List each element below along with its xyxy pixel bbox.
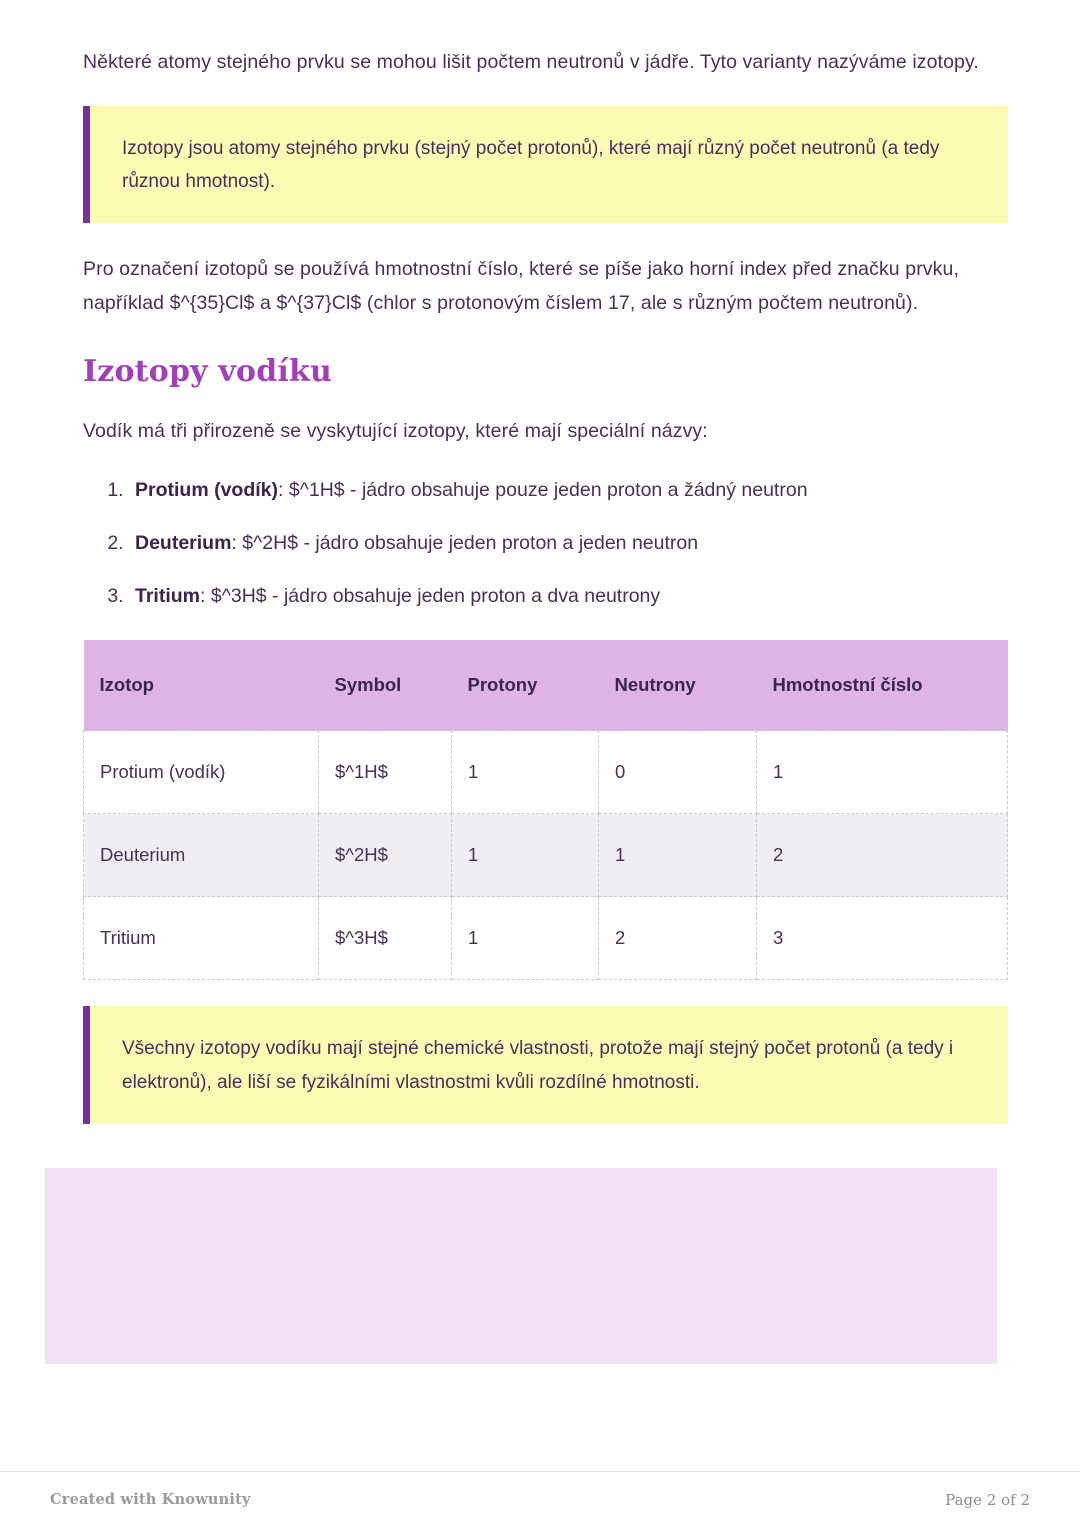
list-item xyxy=(129,581,1008,612)
table-cell: 1 xyxy=(452,897,599,980)
table-cell: 0 xyxy=(599,731,757,814)
table-cell: $^3H$ xyxy=(319,897,452,980)
table-cell: 1 xyxy=(599,814,757,897)
list-item-name: Deuterium xyxy=(135,531,232,554)
table-header-cell-protony: Protony xyxy=(452,640,599,731)
table-header xyxy=(84,640,1008,731)
table-cell: Protium (vodík) xyxy=(84,731,319,814)
table-cell: 1 xyxy=(452,814,599,897)
list-item xyxy=(129,528,1008,559)
table-cell: 2 xyxy=(599,897,757,980)
table-body xyxy=(84,731,1008,980)
table-cell: 2 xyxy=(757,814,1008,897)
isotope-table xyxy=(83,640,1008,980)
table-header-cell-neutrony: Neutrony xyxy=(599,640,757,731)
definition-callout xyxy=(83,106,1008,224)
mass-number-paragraph: Pro označení izotopů se používá hmotnostní číslo, které se píše jako horní index před značku prvku, například $^{35}Cl$ a $^{37}Cl$ (chlor s protonovým číslem 17, ale s různým počtem neutronů). xyxy=(83,258,959,314)
isotope-list xyxy=(83,475,1008,613)
hydrogen-intro-paragraph: Vodík má tři přirozeně se vyskytující izotopy, které mají speciální názvy: xyxy=(83,420,708,443)
table-header-cell-izotop: Izotop xyxy=(84,640,319,731)
page-title: Izotopy vodíku xyxy=(83,354,333,390)
table-row xyxy=(84,897,1008,980)
properties-callout-text: Všechny izotopy vodíku mají stejné chemické vlastnosti, protože mají stejný počet protonů (a tedy i elektronů), ale liší se fyzikálními vlastnostmi kvůli rozdílné hmotnosti. xyxy=(122,1038,954,1094)
table-cell: Deuterium xyxy=(84,814,319,897)
table-cell: $^1H$ xyxy=(319,731,452,814)
list-item-name: Tritium xyxy=(135,585,201,608)
page-footer xyxy=(0,1471,1080,1527)
properties-callout xyxy=(83,1006,1008,1124)
table-row xyxy=(84,731,1008,814)
table-row xyxy=(84,814,1008,897)
footer-page-number: Page 2 of 2 xyxy=(945,1490,1030,1509)
table-cell: Tritium xyxy=(84,897,319,980)
footer-credit: Created with Knowunity xyxy=(50,1491,251,1508)
image-placeholder-block xyxy=(45,1168,997,1364)
table-header-cell-symbol: Symbol xyxy=(319,640,452,731)
table-cell: 3 xyxy=(757,897,1008,980)
table-cell: 1 xyxy=(757,731,1008,814)
list-item-description: : $^1H$ - jádro obsahuje pouze jeden proton a žádný neutron xyxy=(278,478,808,501)
definition-callout-text: Izotopy jsou atomy stejného prvku (stejný počet protonů), které mají různý počet neutronů (a tedy různou hmotnost). xyxy=(122,137,940,193)
list-item-description: : $^2H$ - jádro obsahuje jeden proton a jeden neutron xyxy=(231,531,699,554)
table-cell: $^2H$ xyxy=(319,814,452,897)
intro-paragraph: Některé atomy stejného prvku se mohou lišit počtem neutronů v jádře. Tyto varianty nazýváme izotopy. xyxy=(83,51,979,73)
list-item-name: Protium (vodík) xyxy=(135,478,279,501)
table-header-row xyxy=(84,640,1008,731)
table-header-cell-hmotnostni-cislo: Hmotnostní číslo xyxy=(757,640,1008,731)
table-cell: 1 xyxy=(452,731,599,814)
list-item-description: : $^3H$ - jádro obsahuje jeden proton a dva neutrony xyxy=(200,585,661,608)
list-item xyxy=(129,475,1008,506)
